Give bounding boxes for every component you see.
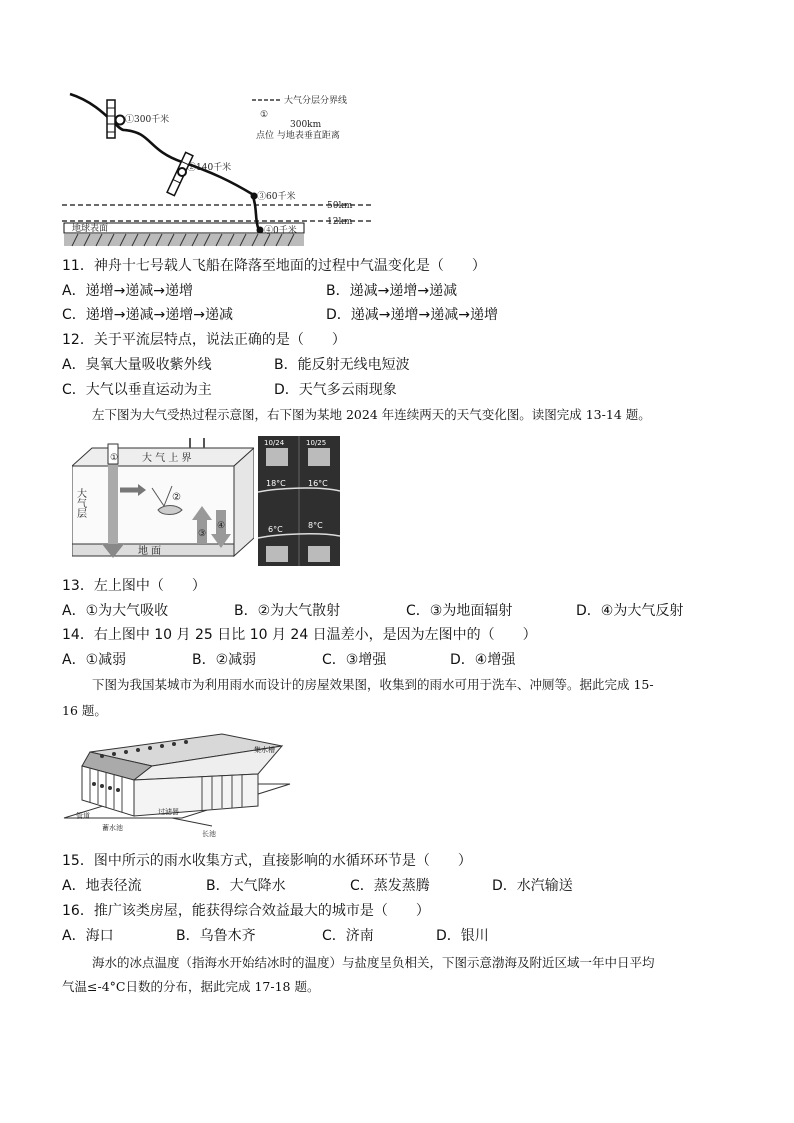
atmosphere-top-label: 大 气 上 界 (142, 453, 192, 464)
point-1-label: ①300千米 (125, 115, 170, 125)
ground-label: 地球表面 (72, 224, 109, 234)
question-15-option-c[interactable]: C．蒸发蒸腾 (350, 878, 430, 894)
legend-caption: 点位 与地表垂直距离 (256, 131, 340, 141)
question-11-option-b[interactable]: B．递减→递增→递减 (326, 283, 458, 299)
question-12-stem: 12．关于平流层特点，说法正确的是（ ） (62, 332, 346, 348)
filter-label: 过滤器 (158, 808, 179, 816)
intro-17-18-line1: 海水的冰点温度（指海水开始结冰时的温度）与盐度呈负相关，下图示意渤海及附近区域一年中日平均 (92, 955, 655, 970)
intro-13-14: 左下图为大气受热过程示意图，右下图为某地 2024 年连续两天的天气变化图。读图完成 13-14 题。 (92, 407, 651, 422)
arrow-4-label: ④ (217, 521, 226, 531)
question-11-option-c[interactable]: C．递增→递减→递增→递减 (62, 307, 233, 323)
legend-marker: ① (260, 110, 269, 120)
weather-chart-figure (258, 436, 340, 566)
question-11-stem: 11．神舟十七号载人飞船在降落至地面的过程中气温变化是（ ） (62, 258, 486, 274)
question-16-stem: 16．推广该类房屋，能获得综合效益最大的城市是（ ） (62, 903, 430, 919)
legend-value: 300km (290, 120, 322, 130)
pipe-label: 管道 (76, 812, 90, 820)
question-16-option-c[interactable]: C．济南 (322, 928, 374, 944)
height-50km-label: 50km (327, 201, 353, 211)
question-14-stem: 14．右上图中 10 月 25 日比 10 月 24 日温差小，是因为左图中的（ ） (62, 627, 537, 643)
question-14-option-d[interactable]: D．④增强 (450, 652, 516, 668)
high-temp-1: 18°C (266, 479, 286, 488)
question-11-option-a[interactable]: A．递增→递减→递增 (62, 283, 194, 299)
question-14-option-c[interactable]: C．③增强 (322, 652, 387, 668)
question-13-stem: 13．左上图中（ ） (62, 578, 206, 594)
pool-label: 长池 (202, 830, 216, 838)
atmosphere-layer-label: 大气层 (74, 488, 86, 518)
intro-15-16-line2: 16 题。 (62, 703, 107, 718)
ground-label: 地 面 (138, 546, 162, 557)
legend-line-label: 大气分层分界线 (284, 96, 348, 106)
low-temp-2: 8°C (308, 521, 323, 530)
intro-15-16-line1: 下图为我国某城市为利用雨水而设计的房屋效果图，收集到的雨水可用于洗车、冲厕等。据此完成 15- (92, 677, 654, 692)
gutter-label: 集水槽 (254, 746, 275, 754)
intro-17-18-line2: 气温≤-4°C日数的分布，据此完成 17-18 题。 (62, 979, 320, 994)
satellite-icon (107, 100, 125, 138)
question-12-option-a[interactable]: A．臭氧大量吸收紫外线 (62, 357, 212, 373)
question-11-option-d[interactable]: D．递减→递增→递减→递增 (326, 307, 498, 323)
question-16-option-a[interactable]: A．海口 (62, 928, 114, 944)
question-16-option-b[interactable]: B．乌鲁木齐 (176, 928, 256, 944)
question-12-option-d[interactable]: D．天气多云雨现象 (274, 382, 397, 398)
low-temp-1: 6°C (268, 525, 283, 534)
question-14-option-b[interactable]: B．②减弱 (192, 652, 257, 668)
point-3-label: ③60千米 (257, 192, 296, 202)
question-15-stem: 15．图中所示的雨水收集方式，直接影响的水循环环节是（ ） (62, 853, 472, 869)
question-13-option-d[interactable]: D．④为大气反射 (576, 603, 684, 619)
question-15-option-a[interactable]: A．地表径流 (62, 878, 142, 894)
question-12-option-b[interactable]: B．能反射无线电短波 (274, 357, 410, 373)
question-13-option-a[interactable]: A．①为大气吸收 (62, 603, 169, 619)
question-15-option-d[interactable]: D．水汽输送 (492, 878, 573, 894)
descent-figure (62, 90, 372, 250)
point-2-label: ②140千米 (187, 163, 232, 173)
date-1-label: 10/24 (264, 439, 285, 447)
atmosphere-heating-figure (72, 436, 254, 566)
height-12km-label: 12km (327, 217, 353, 227)
arrow-2-label: ② (172, 492, 181, 503)
date-2-label: 10/25 (306, 439, 327, 447)
question-14-option-a[interactable]: A．①减弱 (62, 652, 127, 668)
question-13-option-c[interactable]: C．③为地面辐射 (406, 603, 513, 619)
question-16-option-d[interactable]: D．银川 (436, 928, 489, 944)
cistern-label: 蓄水池 (102, 824, 123, 832)
arrow-1-label: ① (110, 453, 119, 463)
high-temp-2: 16°C (308, 479, 328, 488)
question-15-option-b[interactable]: B．大气降水 (206, 878, 286, 894)
question-13-option-b[interactable]: B．②为大气散射 (234, 603, 341, 619)
question-12-option-c[interactable]: C．大气以垂直运动为主 (62, 382, 212, 398)
arrow-3-label: ③ (198, 529, 207, 539)
rainwater-house-figure (62, 726, 292, 838)
point-4-label: ④0千米 (264, 226, 297, 236)
